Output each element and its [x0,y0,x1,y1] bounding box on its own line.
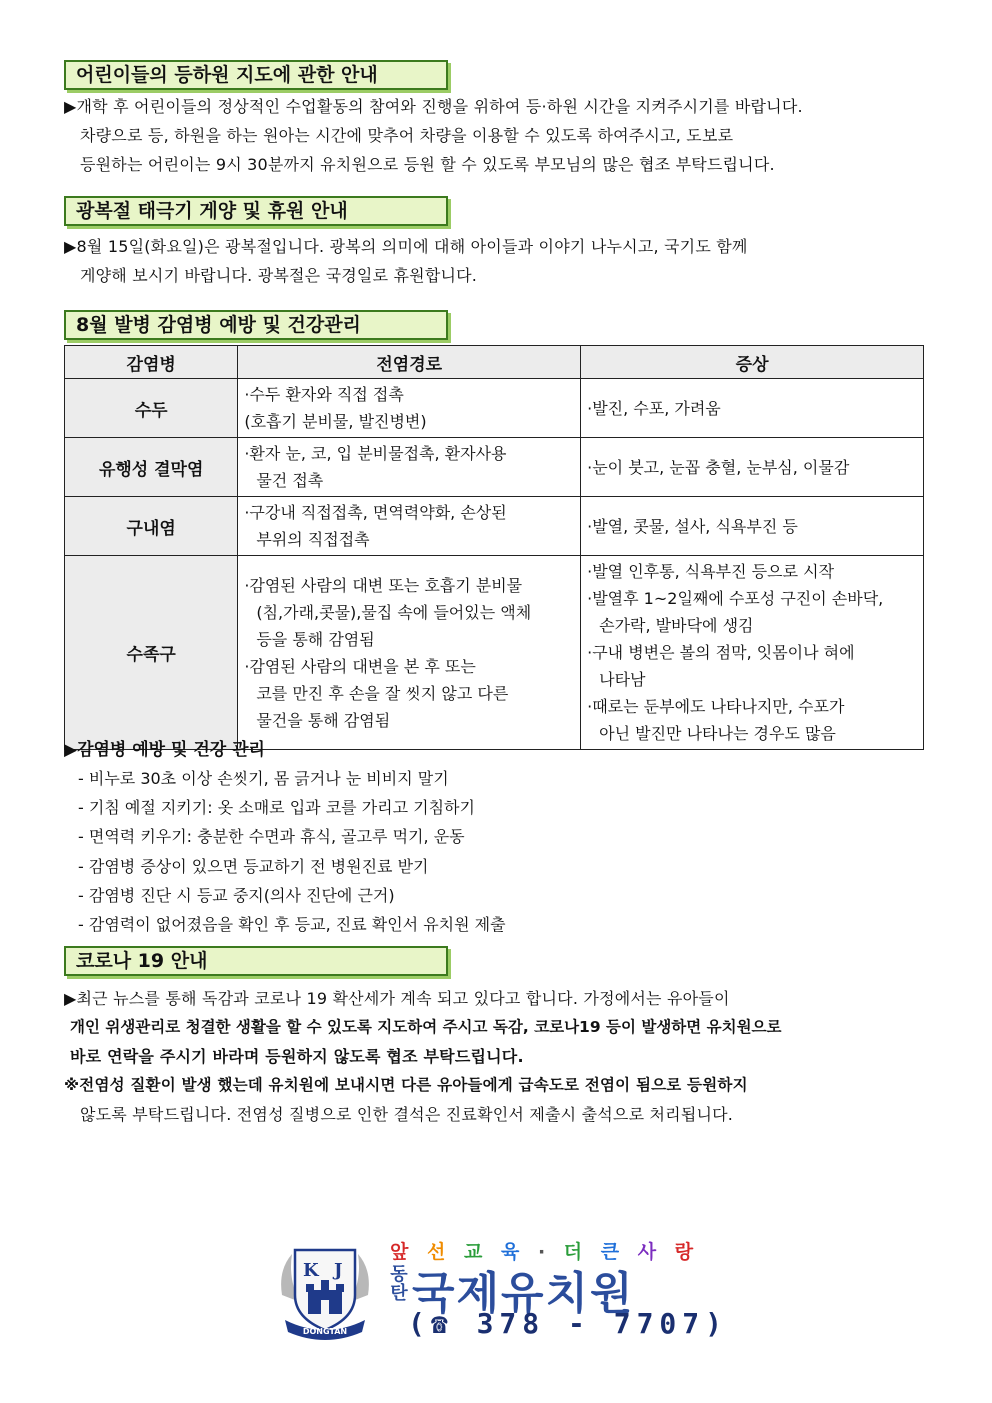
paragraph-line: 차량으로 등, 하원을 하는 원아는 시간에 맞추어 차량을 이용할 수 있도록 하여주시고, 도보로 [80,126,734,145]
list-item: - 기침 예절 지키기: 옷 소매로 입과 코를 가리고 기침하기 [78,798,475,818]
kindergarten-name: 국제유치원 [412,1268,635,1319]
table-header-row [65,346,924,379]
location-char: 동 [390,1264,408,1285]
cell-line: 아닌 발진만 나타나는 경우도 많음 [599,724,836,743]
route-cell [238,497,581,556]
symptom-cell [581,556,924,750]
table-row [65,379,924,438]
emblem-letter-k: K [303,1260,319,1281]
slogan-char: · [537,1241,552,1263]
cell-line: 코를 만진 후 손을 잘 씻지 않고 다른 [256,683,509,703]
covid-paragraph [64,984,932,1129]
paragraph-line: 개인 위생관리로 청결한 생활을 할 수 있도록 지도하여 주시고 독감, 코로나19 등이 발생하면 유치원으로 [70,1018,782,1036]
header-symptom: 증상 [581,346,924,379]
disease-name: 수족구 [65,556,238,750]
header-route: 전염경로 [238,346,581,379]
paragraph-line: 바로 연락을 주시기 바라며 등원하지 않도록 협조 부탁드립니다. [70,1047,524,1066]
dropoff-paragraph [64,92,932,179]
route-cell [238,438,581,497]
disease-name: 유행성 결막염 [65,438,238,497]
symptom-cell [581,438,924,497]
slogan-char: 교 [463,1241,489,1263]
list-item: - 면역력 키우기: 충분한 수면과 휴식, 골고루 먹기, 운동 [78,827,465,847]
cell-line: (침,가래,콧물),물집 속에 들어있는 액체 [256,602,532,622]
slogan-char: 육 [500,1241,526,1263]
paragraph-line: ※전염성 질환이 발생 했는데 유치원에 보내시면 다른 유아들에게 급속도로 전염이 됨으로 등원하지 [64,1076,748,1094]
cell-line: ·수두 환자와 직접 접촉 [244,385,404,404]
table-row [65,438,924,497]
cell-line: 나타남 [599,670,646,689]
kindergarten-emblem-icon [270,1240,380,1340]
table-row [65,497,924,556]
section-title-dropoff: 어린이들의 등하원 지도에 관한 안내 [64,60,448,90]
prevention-list [78,764,506,939]
header-disease: 감염병 [65,346,238,379]
cell-line: 물건을 통해 감염됨 [256,710,391,730]
paragraph-line: ▶8월 15일(화요일)은 광복절입니다. 광복의 의미에 대해 아이들과 이야기 나누시고, 국기도 함께 [64,237,748,256]
slogan-char: 더 [563,1241,589,1263]
cell-line: ·발열 인후통, 식욕부진 등으로 시작 [587,562,835,581]
table-row [65,556,924,750]
symptom-cell [581,379,924,438]
paragraph-line: 않도록 부탁드립니다. 전염성 질병으로 인한 결석은 진료확인서 제출시 출석으로 처리됩니다. [80,1105,734,1124]
emblem-ribbon-text: DONGTAN [302,1327,348,1336]
list-item: - 비누로 30초 이상 손씻기, 몸 긁거나 눈 비비지 말기 [78,769,449,788]
slogan-char: 선 [426,1241,452,1263]
disease-name: 수두 [65,379,238,438]
slogan-char: 사 [637,1241,663,1263]
cell-line: 손가락, 발바닥에 생김 [599,616,754,635]
cell-line: ·발진, 수포, 가려움 [587,398,721,418]
slogan-char: 랑 [674,1241,700,1263]
phone-number: (☎ 378 - 7707) [408,1307,729,1340]
cell-line: ·구내 병변은 볼의 점막, 잇몸이나 혀에 [587,643,855,662]
cell-line: ·발열, 콧물, 설사, 식욕부진 등 [587,516,798,536]
cell-line: ·환자 눈, 코, 입 분비물접촉, 환자사용 [244,444,507,463]
route-cell [238,379,581,438]
symptom-cell [581,497,924,556]
infection-table [64,345,924,750]
cell-line: (호흡기 분비물, 발진병변) [244,412,427,431]
location-char: 탄 [390,1283,408,1304]
cell-line: ·때로는 둔부에도 나타나지만, 수포가 [587,697,845,716]
cell-line: ·구강내 직접접촉, 면역력약화, 손상된 [244,503,507,522]
list-item: - 감염병 진단 시 등교 중지(의사 진단에 근거) [78,885,395,905]
route-cell [238,556,581,750]
list-item: - 감염병 증상이 있으면 등교하기 전 병원진료 받기 [78,856,429,876]
slogan-char: 큰 [600,1241,626,1263]
cell-line: ·눈이 붓고, 눈꼽 충혈, 눈부심, 이물감 [587,457,850,477]
section-title-liberation-day: 광복절 태극기 게양 및 휴원 안내 [64,196,448,226]
paragraph-line: ▶최근 뉴스를 통해 독감과 코로나 19 확산세가 계속 되고 있다고 합니다. 가정에서는 유아들이 [64,989,730,1008]
cell-line: ·감염된 사람의 대변 또는 호흡기 분비물 [244,575,523,595]
prevention-title: ▶감염병 예방 및 건강 관리 [64,740,265,760]
section-title-covid: 코로나 19 안내 [64,946,448,976]
slogan-char: 앞 [390,1241,415,1263]
cell-line: ·발열후 1~2일째에 수포성 구진이 손바닥, [587,589,884,608]
emblem-letter-j: J [334,1260,343,1281]
kindergarten-location [388,1265,410,1303]
list-item: - 감염력이 없어졌음을 확인 후 등교, 진료 확인서 유치원 제출 [78,915,506,935]
liberation-day-paragraph [64,232,932,290]
paragraph-line: ▶개학 후 어린이들의 정상적인 수업활동의 참여와 진행을 위하여 등·하원 시간을 지켜주시기를 바랍니다. [64,97,803,116]
disease-name: 구내염 [65,497,238,556]
cell-line: 등을 통해 감염됨 [256,629,375,649]
section-title-infection: 8월 발병 감염병 예방 및 건강관리 [64,310,448,340]
paragraph-line: 게양해 보시기 바랍니다. 광복절은 국경일로 휴원합니다. [80,266,478,285]
paragraph-line: 등원하는 어린이는 9시 30분까지 유치원으로 등원 할 수 있도록 부모님의 많은 협조 부탁드립니다. [80,155,775,174]
kindergarten-footer [270,1235,729,1345]
cell-line: 부위의 직접접촉 [256,530,370,549]
cell-line: ·감염된 사람의 대변을 본 후 또는 [244,656,476,676]
cell-line: 물건 접촉 [256,471,324,490]
